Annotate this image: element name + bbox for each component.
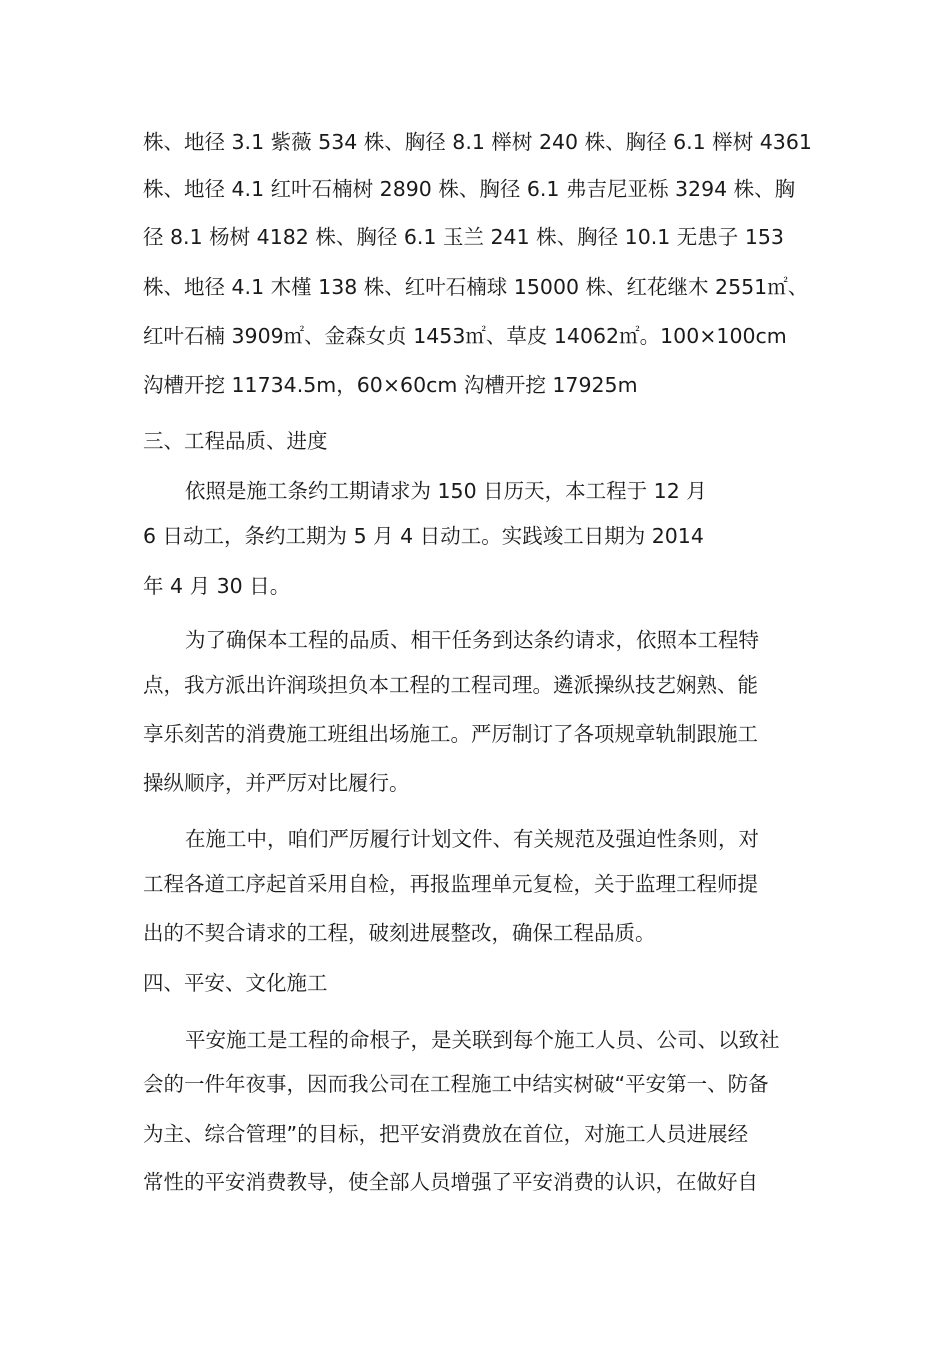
body-text-line: 株、地径 4.1 木槿 138 株、红叶石楠球 15000 株、红花继木 2551㎡、 — [143, 275, 809, 299]
body-text-line: 点，我方派出许润琰担负本工程的工程司理。遴派操纵技艺娴熟、能 — [143, 673, 758, 697]
body-text-line: 常性的平安消费教导，使全部人员增强了平安消费的认识，在做好自 — [143, 1170, 758, 1194]
body-text-line: 平安施工是工程的命根子，是关联到每个施工人员、公司、以致社 — [185, 1028, 780, 1052]
body-text-line: 享乐刻苦的消费施工班组出场施工。严厉制订了各项规章轨制跟施工 — [143, 722, 758, 746]
body-text-line: 出的不契合请求的工程，破刻进展整改，确保工程品质。 — [143, 921, 656, 945]
body-text-line: 在施工中，咱们严厉履行计划文件、有关规范及强迫性条则，对 — [185, 827, 759, 851]
body-text-line: 操纵顺序，并严厉对比履行。 — [143, 771, 410, 795]
body-text-line: 年 4 月 30 日。 — [143, 574, 291, 598]
body-text-line: 为主、综合管理”的目标，把平安消费放在首位，对施工人员进展经 — [143, 1122, 749, 1146]
body-text-line: 6 日动工，条约工期为 5 月 4 日动工。实践竣工日期为 2014 — [143, 524, 704, 548]
body-text-line: 为了确保本工程的品质、相干任务到达条约请求，依照本工程特 — [185, 628, 759, 652]
body-text-line: 沟槽开挖 11734.5m，60×60cm 沟槽开挖 17925m — [143, 373, 638, 397]
body-text-line: 红叶石楠 3909㎡、金森女贞 1453㎡、草皮 14062㎡。100×100cm — [143, 324, 787, 348]
body-text-line: 会的一件年夜事，因而我公司在工程施工中结实树破“平安第一、防备 — [143, 1072, 769, 1096]
section-heading: 四、平安、文化施工 — [143, 971, 328, 995]
body-text-line: 株、地径 3.1 紫薇 534 株、胸径 8.1 榉树 240 株、胸径 6.1 榉树 4361 — [143, 130, 812, 154]
body-text-line: 依照是施工条约工期请求为 150 日历天，本工程于 12 月 — [185, 479, 707, 503]
body-text-line: 株、地径 4.1 红叶石楠树 2890 株、胸径 6.1 弗吉尼亚栎 3294 株、胸 — [143, 177, 796, 201]
body-text-line: 径 8.1 杨树 4182 株、胸径 6.1 玉兰 241 株、胸径 10.1 无患子 153 — [143, 225, 784, 249]
body-text-line: 工程各道工序起首采用自检，再报监理单元复检，关于监理工程师提 — [143, 872, 758, 896]
section-heading: 三、工程品质、进度 — [143, 429, 328, 453]
